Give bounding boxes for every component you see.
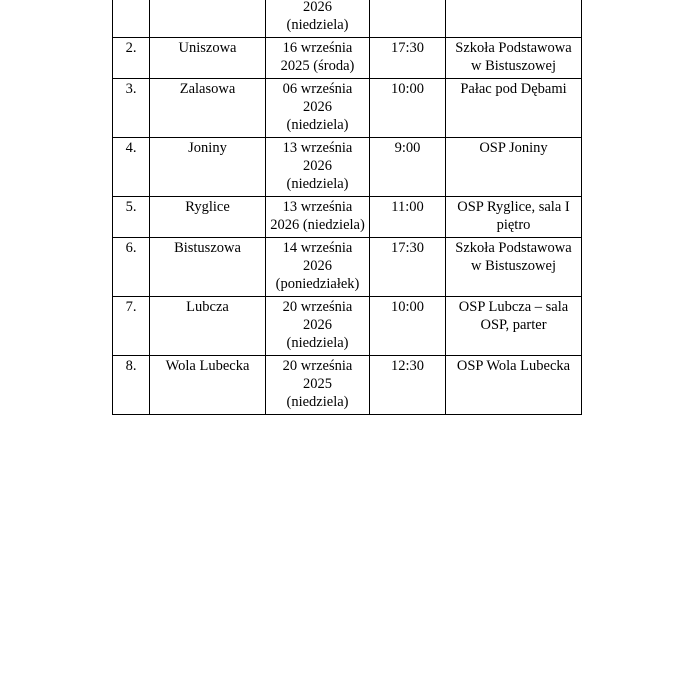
meeting-date: 14 września 2026 (poniedziałek) xyxy=(266,238,370,297)
meeting-venue: OSP Wola Lubecka xyxy=(446,356,582,415)
meeting-date: 13 września 2026 (niedziela) xyxy=(266,138,370,197)
village-name: Ryglice xyxy=(150,197,266,238)
meeting-time: 12:30 xyxy=(370,356,446,415)
meeting-time: 9:00 xyxy=(370,138,446,197)
meeting-time: 10:00 xyxy=(370,297,446,356)
meeting-venue: Szkoła Podstawowa w Bistuszowej xyxy=(446,238,582,297)
village-name xyxy=(150,0,266,38)
village-name: Zalasowa xyxy=(150,79,266,138)
meeting-date: 16 września 2025 (środa) xyxy=(266,38,370,79)
table-row xyxy=(113,197,582,238)
table-row xyxy=(113,38,582,79)
village-name: Bistuszowa xyxy=(150,238,266,297)
meeting-schedule-table xyxy=(112,0,582,415)
meeting-venue: OSP Lubcza – sala OSP, parter xyxy=(446,297,582,356)
meeting-venue xyxy=(446,0,582,38)
row-number: 7. xyxy=(113,297,150,356)
meeting-date: 06 września 2026 (niedziela) xyxy=(266,79,370,138)
meeting-venue: OSP Joniny xyxy=(446,138,582,197)
row-number: 4. xyxy=(113,138,150,197)
row-number: 3. xyxy=(113,79,150,138)
meeting-time: 17:30 xyxy=(370,38,446,79)
meeting-time: 11:00 xyxy=(370,197,446,238)
row-number: 6. xyxy=(113,238,150,297)
table-row xyxy=(113,138,582,197)
village-name: Wola Lubecka xyxy=(150,356,266,415)
meeting-date: 2026 (niedziela) xyxy=(266,0,370,38)
meeting-date: 13 września 2026 (niedziela) xyxy=(266,197,370,238)
meeting-date: 20 września 2025 (niedziela) xyxy=(266,356,370,415)
meeting-time: 17:30 xyxy=(370,238,446,297)
village-name: Joniny xyxy=(150,138,266,197)
table-row xyxy=(113,79,582,138)
meeting-time: 10:00 xyxy=(370,79,446,138)
meeting-date: 20 września 2026 (niedziela) xyxy=(266,297,370,356)
village-name: Uniszowa xyxy=(150,38,266,79)
meeting-time xyxy=(370,0,446,38)
table-row xyxy=(113,356,582,415)
row-number: 2. xyxy=(113,38,150,79)
row-number: 5. xyxy=(113,197,150,238)
meeting-venue: OSP Ryglice, sala I piętro xyxy=(446,197,582,238)
meeting-venue: Szkoła Podstawowa w Bistuszowej xyxy=(446,38,582,79)
meeting-venue: Pałac pod Dębami xyxy=(446,79,582,138)
table-row xyxy=(113,297,582,356)
village-name: Lubcza xyxy=(150,297,266,356)
table-row xyxy=(113,238,582,297)
table-row xyxy=(113,0,582,38)
row-number xyxy=(113,0,150,38)
row-number: 8. xyxy=(113,356,150,415)
